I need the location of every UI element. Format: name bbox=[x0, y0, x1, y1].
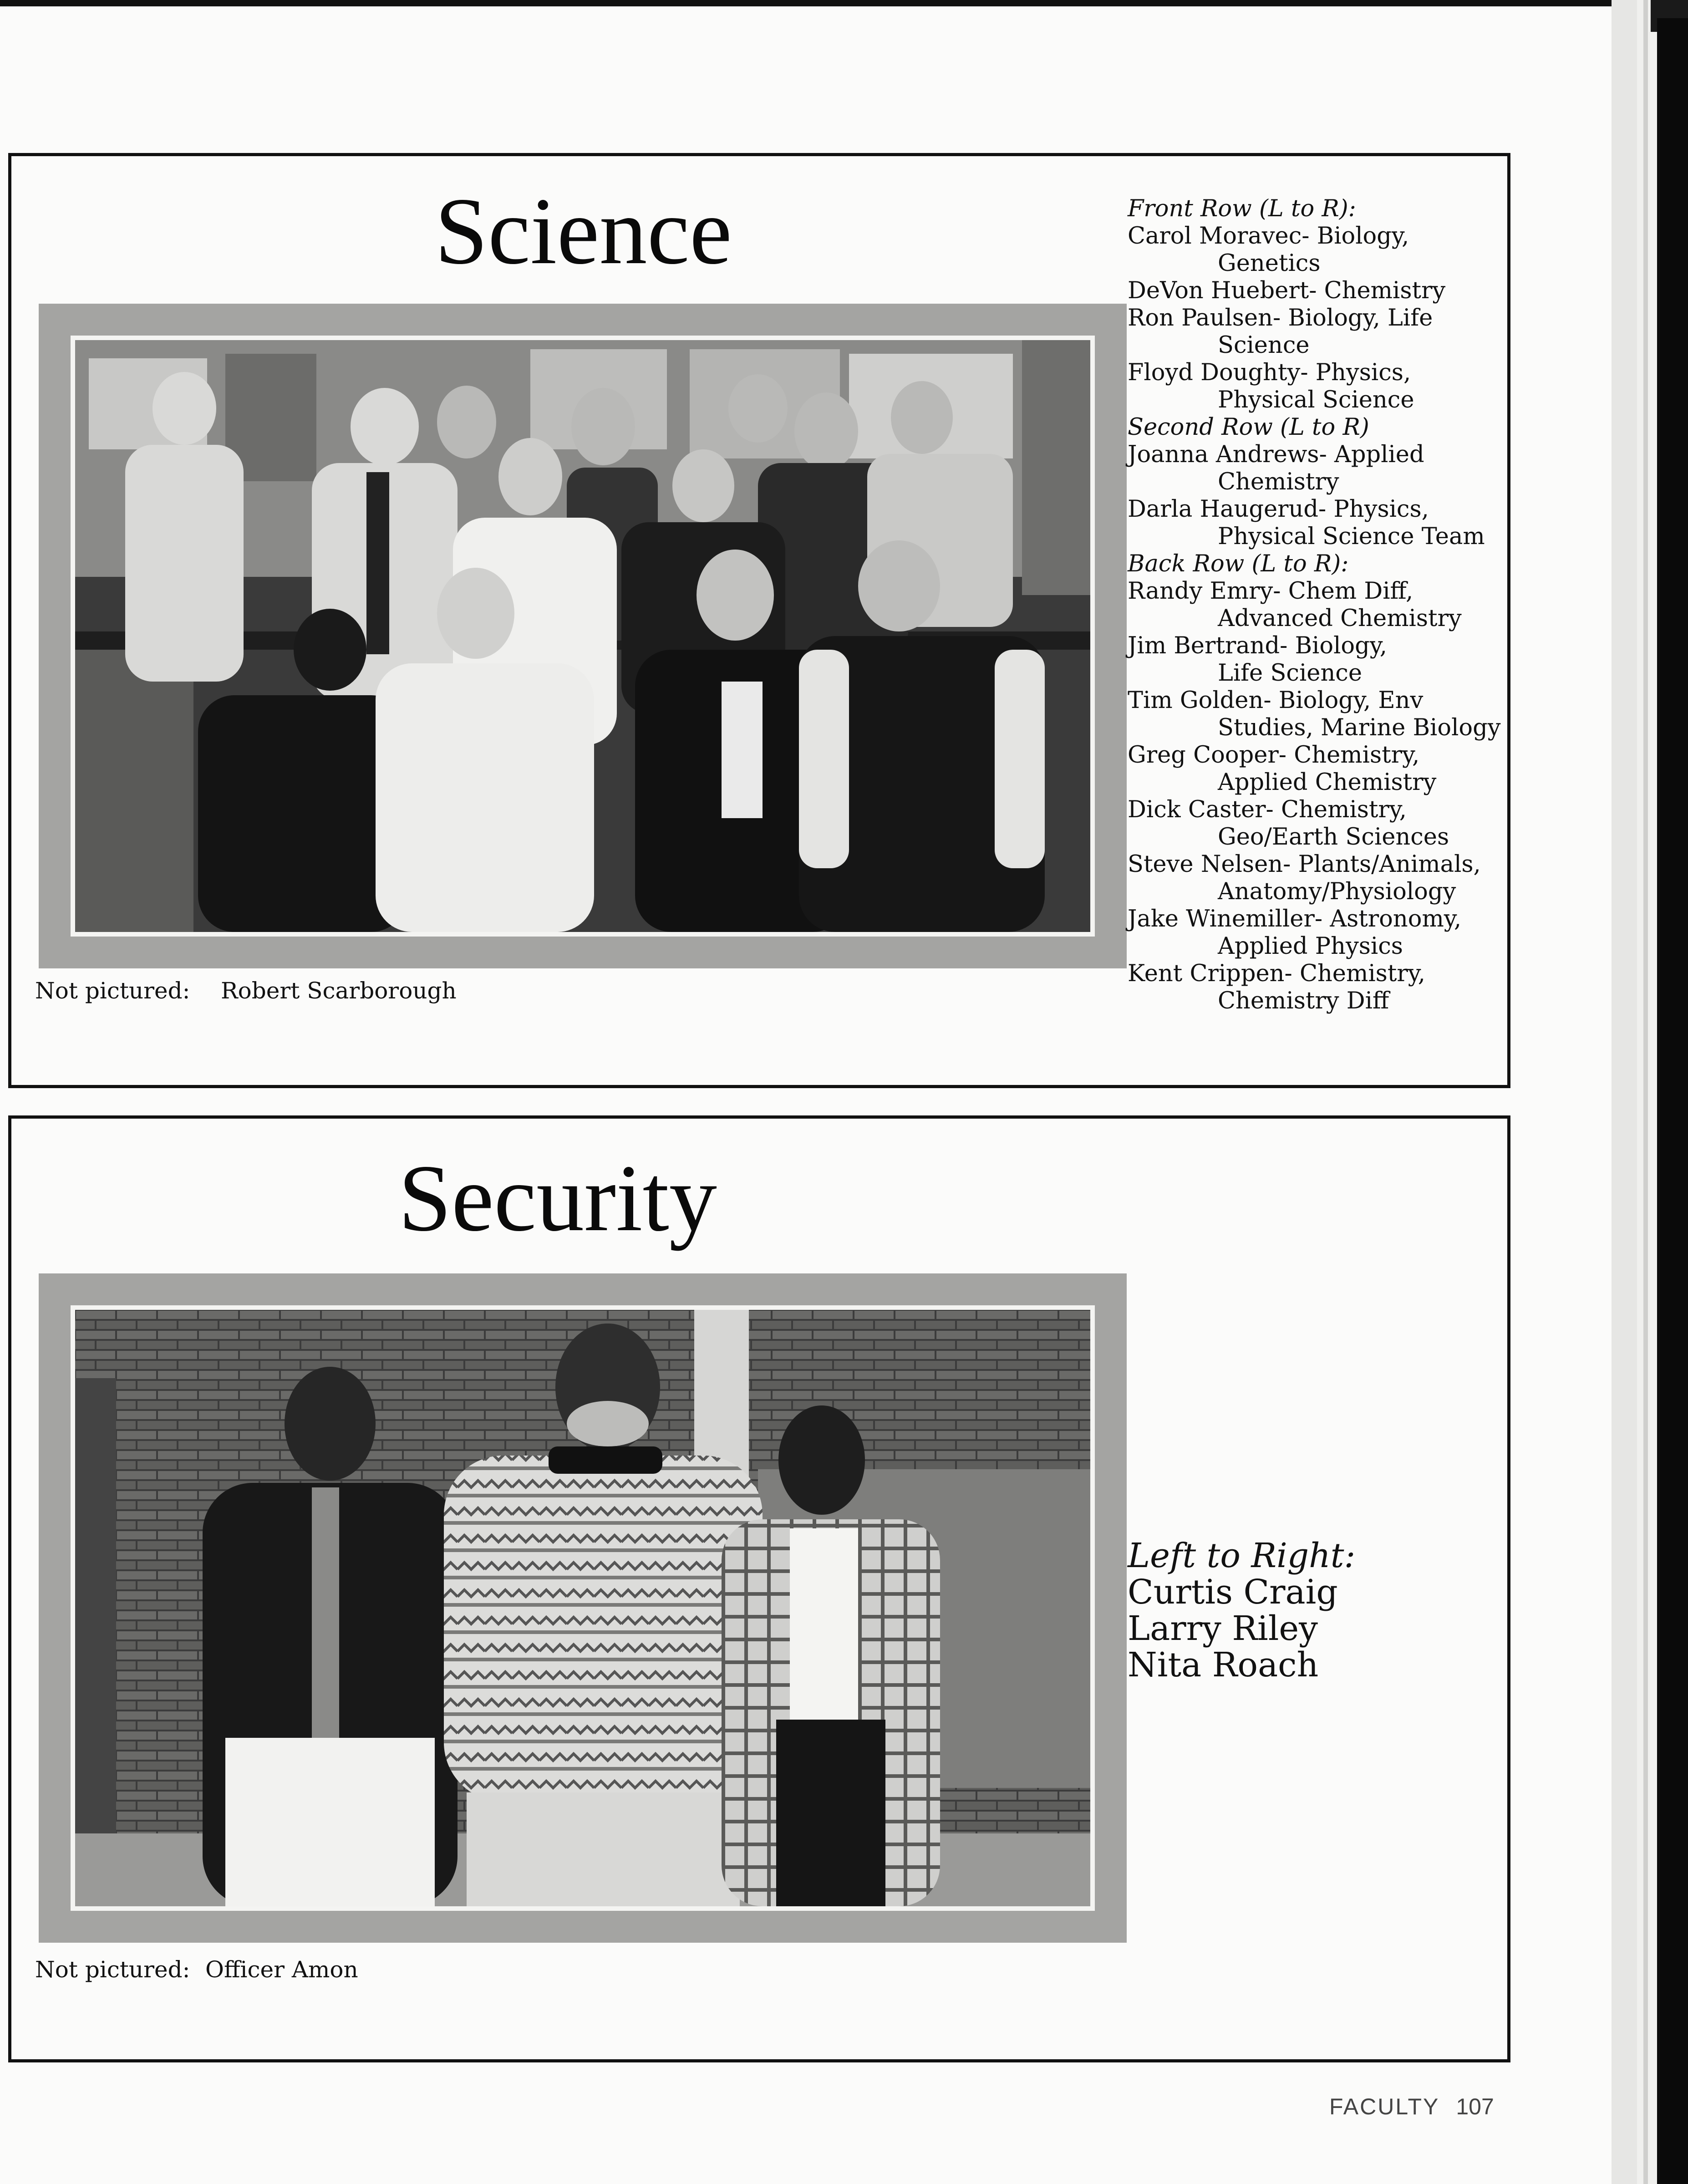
roster-entry-continued: Applied Chemistry bbox=[1218, 769, 1437, 796]
roster-entry-continued: Genetics bbox=[1218, 250, 1321, 277]
security-photo-frame bbox=[39, 1273, 1127, 1943]
security-name-3: Nita Roach bbox=[1128, 1645, 1319, 1685]
roster-entry: Carol Moravec- Biology, bbox=[1128, 223, 1409, 249]
roster-entry: Jim Bertrand- Biology, bbox=[1128, 632, 1387, 659]
roster-heading: Second Row (L to R) bbox=[1128, 414, 1369, 441]
roster-entry-continued: Studies, Marine Biology bbox=[1218, 714, 1501, 741]
roster-entry: Joanna Andrews- Applied bbox=[1128, 441, 1424, 468]
top-rule bbox=[0, 0, 1612, 6]
science-photo-frame bbox=[39, 304, 1127, 968]
roster-heading: Front Row (L to R): bbox=[1128, 195, 1356, 222]
roster-entry-continued: Physical Science bbox=[1218, 387, 1414, 413]
roster-entry: Tim Golden- Biology, Env bbox=[1128, 687, 1424, 714]
roster-entry: Dick Caster- Chemistry, bbox=[1128, 796, 1407, 823]
roster-entry: Jake Winemiller- Astronomy, bbox=[1128, 906, 1462, 932]
roster-entry: Floyd Doughty- Physics, bbox=[1128, 359, 1411, 386]
security-panel bbox=[8, 1115, 1510, 2062]
roster-entry-continued: Advanced Chemistry bbox=[1218, 605, 1462, 632]
roster-entry: DeVon Huebert- Chemistry bbox=[1128, 277, 1446, 304]
roster-entry: Darla Haugerud- Physics, bbox=[1128, 496, 1429, 523]
book-spine-edge bbox=[1612, 0, 1688, 2184]
security-name-2: Larry Riley bbox=[1128, 1609, 1318, 1648]
science-photo-image bbox=[75, 340, 1090, 932]
science-not-pictured-label: Not pictured: bbox=[35, 977, 190, 1004]
security-names-list bbox=[1128, 1537, 1355, 1683]
science-roster bbox=[1128, 195, 1501, 1015]
security-not-pictured-name: Officer Amon bbox=[205, 1956, 358, 1983]
security-title: Security bbox=[398, 1145, 717, 1251]
roster-entry-continued: Anatomy/Physiology bbox=[1218, 878, 1456, 905]
science-group-photo bbox=[71, 336, 1095, 937]
roster-entry: Kent Crippen- Chemistry, bbox=[1128, 960, 1425, 987]
science-not-pictured bbox=[35, 977, 457, 1004]
security-list-heading: Left to Right: bbox=[1128, 1536, 1356, 1575]
roster-entry-continued: Science bbox=[1218, 332, 1310, 359]
roster-entry: Greg Cooper- Chemistry, bbox=[1128, 742, 1420, 769]
security-group-photo bbox=[71, 1305, 1095, 1911]
security-not-pictured bbox=[35, 1956, 358, 1983]
security-photo-image bbox=[75, 1310, 1090, 1906]
security-name-1: Curtis Craig bbox=[1128, 1573, 1338, 1612]
page-footer bbox=[1329, 2093, 1494, 2120]
footer-section: FACULTY bbox=[1329, 2094, 1440, 2119]
science-panel bbox=[8, 153, 1510, 1088]
page-number: 107 bbox=[1456, 2094, 1494, 2119]
roster-heading: Back Row (L to R): bbox=[1128, 550, 1349, 577]
roster-entry-continued: Life Science bbox=[1218, 660, 1363, 687]
science-title: Science bbox=[435, 178, 732, 284]
science-not-pictured-name: Robert Scarborough bbox=[221, 977, 457, 1004]
roster-entry-continued: Chemistry bbox=[1218, 468, 1339, 495]
roster-entry-continued: Geo/Earth Sciences bbox=[1218, 824, 1449, 850]
roster-entry: Steve Nelsen- Plants/Animals, bbox=[1128, 851, 1481, 878]
roster-entry-continued: Applied Physics bbox=[1218, 933, 1403, 960]
roster-entry-continued: Physical Science Team bbox=[1218, 523, 1485, 550]
roster-entry: Randy Emry- Chem Diff, bbox=[1128, 578, 1413, 605]
roster-entry: Ron Paulsen- Biology, Life bbox=[1128, 305, 1433, 331]
security-not-pictured-label: Not pictured: bbox=[35, 1956, 190, 1983]
roster-entry-continued: Chemistry Diff bbox=[1218, 988, 1389, 1014]
